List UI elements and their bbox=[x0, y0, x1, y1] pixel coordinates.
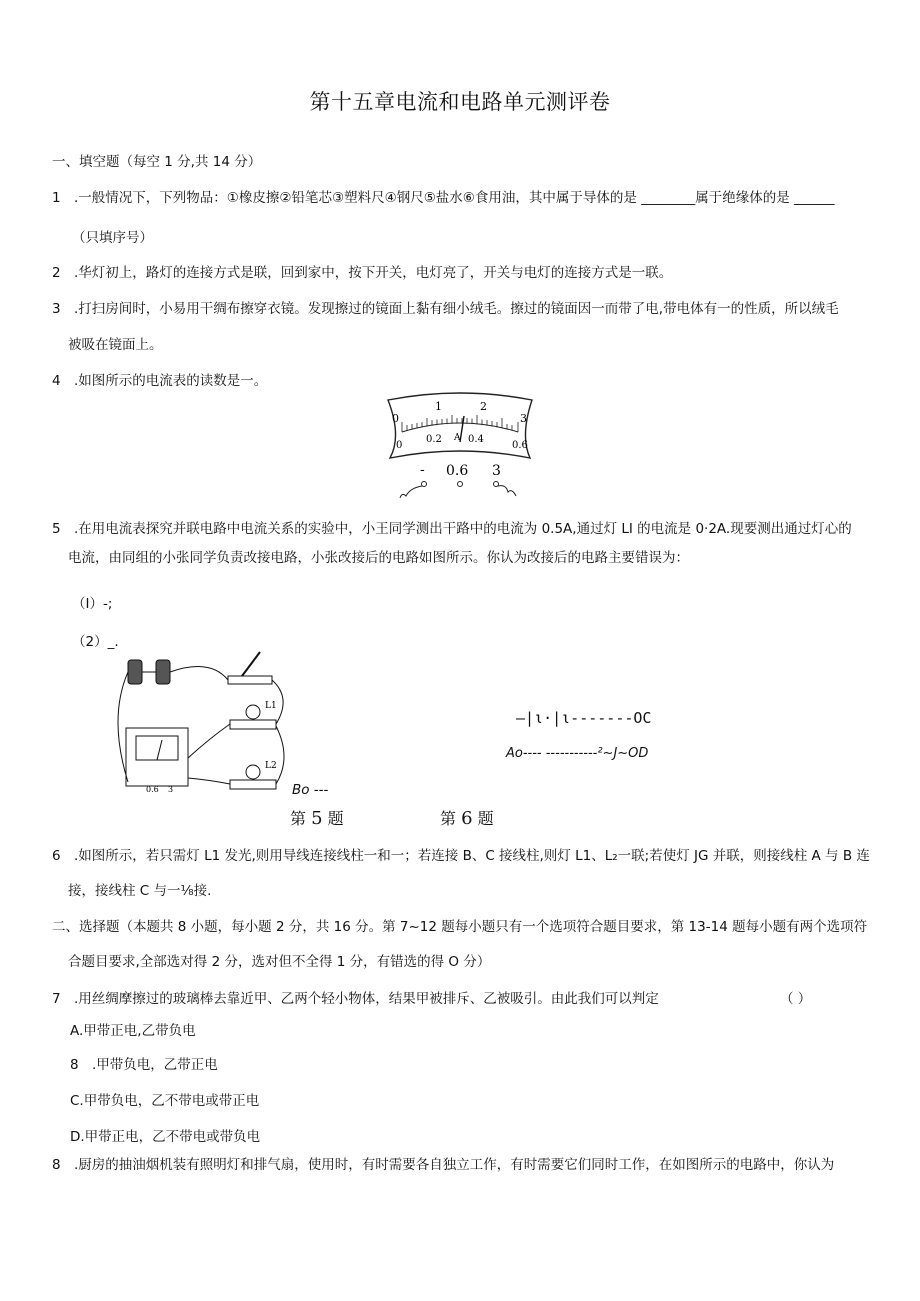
meter-scale-arc bbox=[402, 423, 518, 432]
battery-1 bbox=[128, 660, 142, 684]
question-3-line1 bbox=[52, 297, 839, 317]
answer-paren: （ ） bbox=[780, 991, 812, 1007]
meter-bottom-label-0.4: 0.4 bbox=[468, 434, 484, 445]
option-c: C.甲带负电，乙不带电或带正电 bbox=[70, 1093, 260, 1109]
wire-right bbox=[498, 486, 516, 496]
option-b-text: .甲带负电，乙带正电 bbox=[92, 1057, 218, 1073]
question-number: 8 bbox=[52, 1157, 61, 1173]
meter-bottom-label-0: 0 bbox=[396, 440, 403, 451]
meter-bottom-label-0.6: 0.6 bbox=[512, 440, 528, 451]
question-4 bbox=[52, 369, 267, 389]
option-a: A.甲带正电,乙带负电 bbox=[70, 1023, 196, 1039]
caption-suffix: 题 bbox=[327, 809, 344, 828]
caption-suffix: 题 bbox=[477, 809, 494, 828]
question-8 bbox=[52, 1153, 834, 1173]
wire-1 bbox=[170, 667, 228, 680]
question-6-line2: 接，接线柱 C 与一⅛接. bbox=[68, 883, 212, 899]
question-5-line1 bbox=[52, 517, 852, 537]
fig5-caption bbox=[290, 806, 344, 829]
question-2 bbox=[52, 261, 672, 281]
question-text: .一般情况下，下列物品：①橡皮擦②铅笔芯③塑料尺④钢尺⑤盐水⑥食用油，其中属于导体的是 ________属于绝缘体的是 ______ bbox=[74, 190, 835, 206]
question-text: .如图所示的电流表的读数是一。 bbox=[74, 373, 268, 389]
question-text: .打扫房间时，小易用干绸布擦穿衣镜。发现擦过的镜面上黏有细小绒毛。擦过的镜面因一而带了电,带电体有一的性质，所以绒毛 bbox=[74, 301, 839, 317]
option-b-number: 8 bbox=[70, 1057, 79, 1073]
terminal-minus bbox=[422, 482, 427, 487]
fig6-line1: —|ι·|ι-------OC bbox=[516, 709, 652, 727]
fig6-caption bbox=[440, 806, 494, 829]
meter-bottom-label-0.2: 0.2 bbox=[426, 434, 442, 445]
caption-prefix: 第 bbox=[290, 809, 307, 828]
battery-2 bbox=[156, 660, 170, 684]
ammeter-figure bbox=[380, 392, 540, 504]
question-1-line1 bbox=[52, 186, 835, 206]
question-text: .用丝绸摩擦过的玻璃棒去靠近甲、乙两个轻小物体，结果甲被排斥、乙被吸引。由此我们可以判定 bbox=[74, 991, 659, 1007]
wire-left bbox=[400, 486, 422, 498]
lamp1-base bbox=[230, 720, 276, 729]
lamp1-bulb bbox=[246, 705, 260, 719]
terminal-0.6 bbox=[458, 482, 463, 487]
page-title: 第十五章电流和电路单元测评卷 bbox=[309, 90, 611, 114]
question-number: 5 bbox=[52, 521, 61, 537]
question-number: 7 bbox=[52, 991, 61, 1007]
meter-top-label-3: 3 bbox=[520, 412, 527, 425]
question-number: 6 bbox=[52, 848, 61, 864]
switch-base bbox=[228, 676, 272, 684]
lamp2-base bbox=[230, 780, 276, 789]
section1-heading: 一、填空题（每空 1 分,共 14 分） bbox=[52, 154, 262, 170]
meter-unit-label: A bbox=[454, 433, 461, 443]
question-text: .华灯初上，路灯的连接方式是联，回到家中，按下开关，电灯亮了，开关与电灯的连接方式是一联。 bbox=[74, 265, 673, 281]
ammeter-dial bbox=[136, 736, 178, 760]
question-5-line2: 电流，由同组的小张同学负责改接电路，小张改接后的电路如图所示。你认为改接后的电路主要错误为： bbox=[68, 550, 689, 566]
meter-body bbox=[388, 393, 532, 458]
circuit-figure bbox=[110, 648, 300, 803]
lamp2-label: L2 bbox=[265, 761, 277, 771]
section2-heading-line2: 合题目要求,全部选对得 2 分，选对但不全得 1 分，有错选的得 O 分） bbox=[68, 954, 491, 970]
lamp2-bulb bbox=[246, 765, 260, 779]
question-7 bbox=[52, 987, 659, 1007]
terminal-label-minus: - bbox=[420, 462, 425, 478]
meter-top-label-1: 1 bbox=[435, 400, 442, 413]
wire-6 bbox=[276, 726, 284, 784]
meter-top-label-2: 2 bbox=[480, 400, 487, 413]
lamp1-label: L1 bbox=[265, 701, 277, 711]
fig6-line2: Ao---- -----------²~J~OD bbox=[506, 746, 649, 761]
question-number: 1 bbox=[52, 190, 61, 206]
question-5-item2: （2）_. bbox=[72, 634, 119, 650]
caption-number: 6 bbox=[461, 808, 473, 829]
fig6-label-b: Bo --- bbox=[292, 782, 329, 798]
ammeter-scale-0.6: 0.6 bbox=[146, 785, 159, 794]
ammeter-box bbox=[126, 728, 188, 786]
question-number: 4 bbox=[52, 373, 61, 389]
caption-number: 5 bbox=[311, 808, 323, 829]
question-text: .在用电流表探究并联电路中电流关系的实验中，小王同学测出干路中的电流为 0.5A,通过灯 LI 的电流是 0·2A.现要测出通过灯心的 bbox=[74, 521, 852, 537]
option-b bbox=[70, 1053, 218, 1073]
question-number: 3 bbox=[52, 301, 61, 317]
caption-prefix: 第 bbox=[440, 809, 457, 828]
ammeter-needle bbox=[157, 740, 162, 760]
question-5-item1: （I）-; bbox=[72, 596, 113, 612]
ammeter-scale-3: 3 bbox=[168, 785, 174, 794]
meter-top-label-0: 0 bbox=[392, 412, 399, 425]
terminal-label-0.6: 0.6 bbox=[446, 463, 469, 479]
wire-4 bbox=[188, 724, 230, 758]
terminal-label-3: 3 bbox=[492, 463, 501, 479]
question-text: .如图所示，若只需灯 L1 发光,则用导线连接线柱一和一；若连接 B、C 接线柱,则灯 L1、L₂一联;若使灯 JG 并联，则接线柱 A 与 B 连 bbox=[74, 848, 870, 864]
terminal-3 bbox=[494, 482, 499, 487]
wire-5 bbox=[188, 778, 230, 784]
option-d: D.甲带正电，乙不带电或带负电 bbox=[70, 1129, 261, 1145]
question-text: .厨房的抽油烟机装有照明灯和排气扇，使用时，有时需要各自独立工作，有时需要它们同时工作，在如图所示的电路中，你认为 bbox=[74, 1157, 835, 1173]
section2-heading-line1: 二、选择题（本题共 8 小题，每小题 2 分，共 16 分。第 7~12 题每小题只有一个选项符合题目要求，第 13-14 题每小题有两个选项符 bbox=[52, 919, 868, 935]
switch-lever bbox=[242, 652, 260, 676]
question-number: 2 bbox=[52, 265, 61, 281]
question-1-line2: （只填序号） bbox=[72, 230, 153, 246]
question-6-line1 bbox=[52, 844, 870, 864]
question-3-line2: 被吸在镜面上。 bbox=[68, 337, 163, 353]
